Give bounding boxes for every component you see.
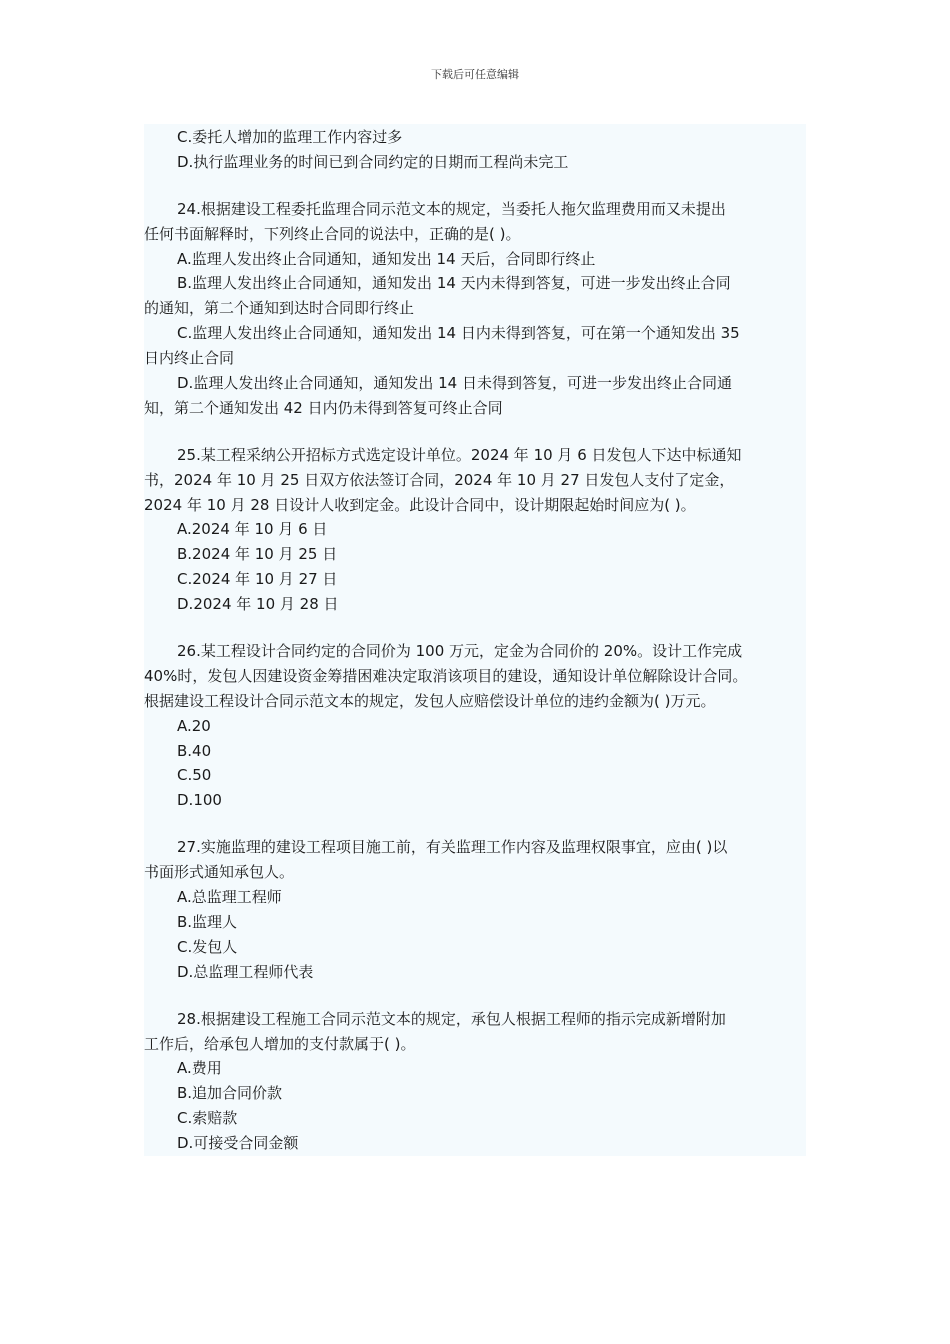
question-stem: 书面形式通知承包人。 [144, 863, 295, 882]
option-b: B.追加合同价款 [177, 1084, 283, 1103]
option-a: A.监理人发出终止合同通知，通知发出 14 天后，合同即行终止 [177, 249, 596, 268]
question-stem: 27.实施监理的建设工程项目施工前，有关监理工作内容及监理权限事宜，应由( )以 [177, 838, 728, 857]
document-body [144, 124, 806, 1156]
question-28 [144, 1007, 806, 1156]
question-stem: 工作后，给承包人增加的支付款属于( )。 [144, 1034, 416, 1053]
question-stem: 24.根据建设工程委托监理合同示范文本的规定，当委托人拖欠监理费用而又未提出 [177, 199, 726, 218]
question-stem: 2024 年 10 月 28 日设计人收到定金。此设计合同中，设计期限起始时间应为( )。 [144, 495, 696, 514]
option-d: D.监理人发出终止合同通知，通知发出 14 日未得到答复，可进一步发出终止合同通 [177, 374, 732, 393]
question-27 [144, 835, 806, 984]
option-a: A.费用 [177, 1059, 222, 1078]
page-header: 下载后可任意编辑 [431, 68, 519, 81]
option-d: D.100 [177, 791, 222, 810]
option-d: D.总监理工程师代表 [177, 962, 314, 981]
question-stem: 26.某工程设计合同约定的合同价为 100 万元，定金为合同价的 20%。设计工作完成 [177, 642, 743, 661]
question-stem: 28.根据建设工程施工合同示范文本的规定，承包人根据工程师的指示完成新增附加 [177, 1009, 726, 1028]
option-d: D.执行监理业务的时间已到合同约定的日期而工程尚未完工 [177, 152, 569, 171]
option-c: C.监理人发出终止合同通知，通知发出 14 日内未得到答复，可在第一个通知发出 35 [177, 324, 740, 343]
option-b: B.监理人发出终止合同通知，通知发出 14 天内未得到答复，可进一步发出终止合同 [177, 274, 731, 293]
question-stem: 根据建设工程设计合同示范文本的规定，发包人应赔偿设计单位的违约金额为( )万元。 [144, 691, 716, 710]
question-25 [144, 443, 806, 617]
option-c: C.50 [177, 766, 212, 785]
question-stem: 25.某工程采纳公开招标方式选定设计单位。2024 年 10 月 6 日发包人下达中标通知 [177, 445, 742, 464]
option-d: D.2024 年 10 月 28 日 [177, 595, 339, 614]
option-c: C.2024 年 10 月 27 日 [177, 570, 338, 589]
question-stem: 40%时，发包人因建设资金筹措困难决定取消该项目的建设，通知设计单位解除设计合同。 [144, 666, 748, 685]
option-b: B.2024 年 10 月 25 日 [177, 545, 338, 564]
question-26 [144, 639, 806, 813]
prior-question-options [144, 125, 806, 175]
option-d-cont: 知，第二个通知发出 42 日内仍未得到答复可终止合同 [144, 398, 503, 417]
option-a: A.2024 年 10 月 6 日 [177, 520, 328, 539]
option-a: A.20 [177, 716, 211, 735]
option-c: C.发包人 [177, 937, 238, 956]
option-d: D.可接受合同金额 [177, 1134, 299, 1153]
option-c: C.委托人增加的监理工作内容过多 [177, 128, 403, 146]
question-stem: 书，2024 年 10 月 25 日双方依法签订合同，2024 年 10 月 27 日发包人支付了定金， [144, 470, 735, 489]
option-b: B.40 [177, 741, 212, 760]
question-stem: 任何书面解释时，下列终止合同的说法中，正确的是( )。 [144, 224, 521, 243]
option-b-cont: 的通知，第二个通知到达时合同即行终止 [144, 299, 415, 318]
question-24 [144, 197, 806, 421]
option-a: A.总监理工程师 [177, 888, 282, 907]
option-b: B.监理人 [177, 912, 238, 931]
option-c-cont: 日内终止合同 [144, 349, 235, 368]
option-c: C.索赔款 [177, 1109, 238, 1128]
